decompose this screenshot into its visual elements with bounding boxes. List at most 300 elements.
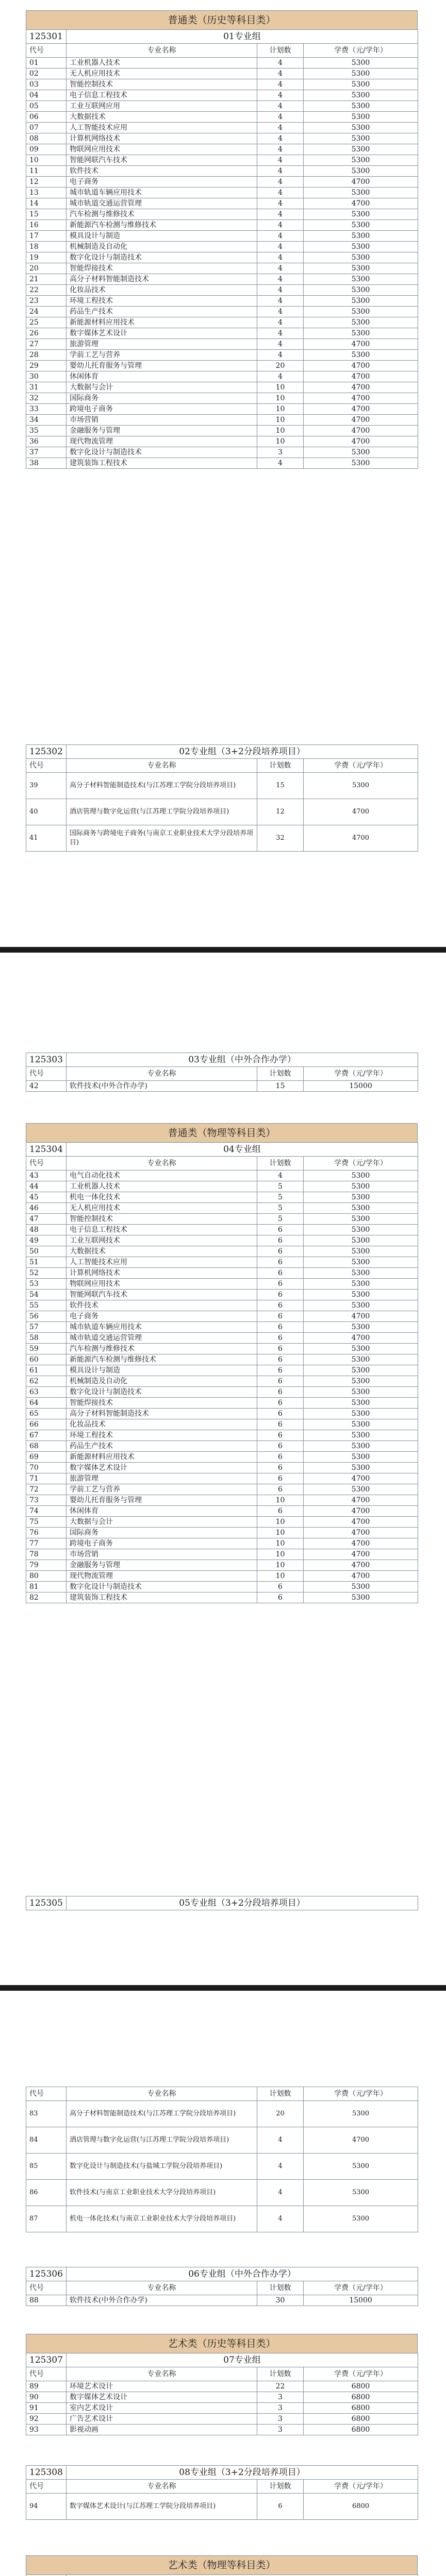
cell-fee: 5300: [304, 1279, 418, 1290]
table-row: [26, 1592, 418, 1603]
cell-name: 电子信息工程技术: [67, 1225, 257, 1235]
table-row: [26, 1463, 418, 1473]
table-row: [26, 1517, 418, 1528]
cell-name: 智能焊接技术: [67, 1398, 257, 1409]
group-code: 125306: [26, 2267, 67, 2281]
cell-fee: 6800: [304, 2392, 418, 2403]
table-row: [26, 447, 418, 458]
cell-code: 27: [26, 339, 67, 350]
group-code: 125308: [26, 2466, 67, 2480]
cell-fee: 5300: [304, 133, 418, 144]
cell-plan: 4: [257, 328, 304, 339]
major-table: [26, 2465, 418, 2520]
cell-fee: 5300: [304, 79, 418, 90]
cell-name: 大数据技术: [67, 112, 257, 123]
section-125303: [26, 1053, 418, 1092]
cell-plan: 4: [257, 90, 304, 101]
table-row: [26, 242, 418, 252]
table-row: [26, 415, 418, 426]
cell-fee: 4700: [304, 198, 418, 209]
cell-fee: 5300: [304, 1300, 418, 1311]
cell-name: 婴幼儿托育服务与管理: [67, 1495, 257, 1506]
cell-code: 41: [26, 825, 67, 852]
cell-code: 03: [26, 79, 67, 90]
table-row: [26, 198, 418, 209]
cell-plan: 4: [257, 112, 304, 123]
cell-code: 85: [26, 2154, 67, 2180]
col-fee: 学费（元/学年）: [304, 759, 418, 773]
cell-name: 计算机网络技术: [67, 133, 257, 144]
cell-fee: 5300: [304, 242, 418, 252]
column-header-row: [26, 1067, 418, 1081]
cell-name: 电子商务: [67, 177, 257, 188]
cell-plan: 6: [257, 1311, 304, 1322]
cell-code: 84: [26, 2127, 67, 2154]
cell-name: 大数据技术: [67, 1246, 257, 1257]
cell-plan: 6: [257, 1290, 304, 1300]
page-divider: [0, 1985, 446, 1991]
cell-name: 室内艺术设计: [67, 2403, 257, 2414]
cell-name: 数字化设计与制造技术: [67, 252, 257, 263]
table-row: [26, 2295, 418, 2306]
cell-fee: 5300: [304, 458, 418, 469]
table-row: [26, 2403, 418, 2414]
cell-fee: 6800: [304, 2425, 418, 2435]
group-code: 125302: [26, 745, 67, 759]
cell-fee: 5300: [304, 328, 418, 339]
table-row: [26, 1192, 418, 1203]
section-125305-rows: [26, 2087, 418, 2232]
cell-code: 23: [26, 296, 67, 307]
major-table: [26, 1053, 418, 1092]
group-title: 03专业组（中外合作办学）: [67, 1053, 418, 1067]
cell-fee: 5300: [304, 1582, 418, 1592]
col-name: 专业名称: [67, 2281, 257, 2295]
cell-fee: 5300: [304, 2154, 418, 2180]
section-125307: [26, 2334, 418, 2435]
table-row: [26, 350, 418, 361]
table-row: [26, 1387, 418, 1398]
cell-plan: 5: [257, 1181, 304, 1192]
cell-name: 国际商务: [67, 1528, 257, 1538]
cell-code: 18: [26, 242, 67, 252]
cell-name: 数字媒体艺术设计(与江苏理工学院分段培养项目): [67, 2494, 257, 2520]
cell-plan: 6: [257, 1452, 304, 1463]
group-title: 05专业组（3+2分段培养项目）: [67, 1896, 418, 1910]
cell-name: 现代物流管理: [67, 1571, 257, 1582]
cell-code: 81: [26, 1582, 67, 1592]
cell-name: 智能网联汽车技术: [67, 155, 257, 166]
table-row: [26, 371, 418, 382]
group-header-row: [26, 1143, 418, 1157]
cell-code: 48: [26, 1225, 67, 1235]
table-row: [26, 1171, 418, 1181]
cell-name: 国际商务: [67, 393, 257, 404]
cell-plan: 4: [257, 339, 304, 350]
cell-code: 54: [26, 1290, 67, 1300]
cell-code: 80: [26, 1571, 67, 1582]
table-row: [26, 2414, 418, 2425]
col-code: 代号: [26, 2480, 67, 2494]
cell-plan: 4: [257, 155, 304, 166]
cell-name: 电子商务: [67, 1311, 257, 1322]
major-table: [26, 1896, 418, 1910]
cell-name: 数字化设计与制造技术(与盐城工学院分段培养项目): [67, 2154, 257, 2180]
cell-code: 51: [26, 1257, 67, 1268]
cell-fee: 5300: [304, 1592, 418, 1603]
cell-code: 35: [26, 426, 67, 436]
cell-name: 跨境电子商务: [67, 404, 257, 415]
cell-plan: 4: [257, 1171, 304, 1181]
col-fee: 学费（元/学年）: [304, 44, 418, 58]
cell-code: 64: [26, 1398, 67, 1409]
cell-code: 72: [26, 1484, 67, 1495]
column-header-row: [26, 2480, 418, 2494]
group-header-row: [26, 1896, 418, 1910]
cell-name: 广告艺术设计: [67, 2414, 257, 2425]
cell-plan: 4: [257, 2206, 304, 2232]
cell-plan: 4: [257, 2180, 304, 2206]
table-row: [26, 2425, 418, 2435]
cell-code: 90: [26, 2392, 67, 2403]
cell-plan: 10: [257, 1517, 304, 1528]
table-row: [26, 101, 418, 112]
section-125304: [26, 1123, 418, 1603]
cell-plan: 6: [257, 1344, 304, 1354]
cell-fee: 5300: [304, 112, 418, 123]
cell-plan: 4: [257, 2127, 304, 2154]
table-row: [26, 144, 418, 155]
column-header-row: [26, 2367, 418, 2381]
cell-name: 智能控制技术: [67, 1214, 257, 1225]
cell-code: 34: [26, 415, 67, 426]
cell-name: 机电一体化技术: [67, 1192, 257, 1203]
cell-fee: 5300: [304, 1484, 418, 1495]
cell-fee: 6800: [304, 2494, 418, 2520]
cell-code: 53: [26, 1279, 67, 1290]
cell-name: 软件技术(中外合作办学): [67, 2295, 257, 2306]
cell-code: 76: [26, 1528, 67, 1538]
cell-code: 14: [26, 198, 67, 209]
section-125306: [26, 2267, 418, 2306]
cell-code: 74: [26, 1506, 67, 1517]
major-table: [26, 2353, 418, 2435]
cell-name: 无人机应用技术: [67, 69, 257, 79]
cell-name: 新能源汽车检测与维修技术: [67, 220, 257, 231]
table-row: [26, 825, 418, 852]
table-row: [26, 274, 418, 285]
cell-code: 83: [26, 2101, 67, 2127]
cell-name: 环境工程技术: [67, 1430, 257, 1441]
cell-fee: 5300: [304, 1419, 418, 1430]
table-row: [26, 393, 418, 404]
column-header-row: [26, 2087, 418, 2101]
cell-plan: 4: [257, 188, 304, 198]
col-name: 专业名称: [67, 759, 257, 773]
cell-code: 57: [26, 1322, 67, 1333]
table-row: [26, 1354, 418, 1365]
col-code: 代号: [26, 759, 67, 773]
cell-plan: 4: [257, 307, 304, 317]
col-code: 代号: [26, 2087, 67, 2101]
cell-code: 43: [26, 1171, 67, 1181]
cell-fee: 4700: [304, 1333, 418, 1344]
cell-plan: 6: [257, 1225, 304, 1235]
cell-fee: 5300: [304, 285, 418, 296]
table-row: [26, 404, 418, 415]
cell-code: 26: [26, 328, 67, 339]
cell-fee: 5300: [304, 1235, 418, 1246]
col-plan: 计划数: [257, 759, 304, 773]
cell-plan: 20: [257, 2101, 304, 2127]
cell-fee: 5300: [304, 1181, 418, 1192]
cell-plan: 4: [257, 220, 304, 231]
cell-code: 33: [26, 404, 67, 415]
col-name: 专业名称: [67, 2480, 257, 2494]
cell-fee: 15000: [304, 1081, 418, 1092]
cell-plan: 4: [257, 317, 304, 328]
table-row: [26, 1279, 418, 1290]
cell-code: 36: [26, 436, 67, 447]
group-title: 02专业组（3+2分段培养项目）: [67, 745, 418, 759]
cell-fee: 5300: [304, 447, 418, 458]
cell-code: 63: [26, 1387, 67, 1398]
cell-plan: 10: [257, 404, 304, 415]
cell-fee: 5300: [304, 166, 418, 177]
cell-fee: 5300: [304, 58, 418, 69]
cell-fee: 5300: [304, 1344, 418, 1354]
cell-fee: 4700: [304, 371, 418, 382]
cell-code: 93: [26, 2425, 67, 2435]
cell-code: 20: [26, 263, 67, 274]
cell-code: 37: [26, 447, 67, 458]
cell-fee: 5300: [304, 296, 418, 307]
table-row: [26, 2154, 418, 2180]
cell-plan: 15: [257, 773, 304, 799]
cell-plan: 10: [257, 436, 304, 447]
cell-fee: 4700: [304, 1473, 418, 1484]
cell-name: 高分子材料智能制造技术(与江苏理工学院分段培养项目): [67, 2101, 257, 2127]
cell-plan: 10: [257, 415, 304, 426]
cell-name: 建筑装饰工程技术: [67, 1592, 257, 1603]
column-header-row: [26, 2281, 418, 2295]
category-banner: 普通类（物理等科目类）: [26, 1123, 418, 1142]
cell-name: 计算机网络技术: [67, 1268, 257, 1279]
cell-fee: 5300: [304, 252, 418, 263]
table-row: [26, 1409, 418, 1419]
col-fee: 学费（元/学年）: [304, 2367, 418, 2381]
group-header-row: [26, 30, 418, 44]
cell-fee: 5300: [304, 1463, 418, 1473]
cell-fee: 6800: [304, 2414, 418, 2425]
col-code: 代号: [26, 1157, 67, 1171]
cell-fee: 5300: [304, 1387, 418, 1398]
table-row: [26, 1582, 418, 1592]
col-plan: 计划数: [257, 1157, 304, 1171]
table-row: [26, 79, 418, 90]
cell-plan: 4: [257, 458, 304, 469]
cell-name: 数字媒体艺术设计: [67, 328, 257, 339]
cell-plan: 4: [257, 263, 304, 274]
cell-name: 市场营销: [67, 1549, 257, 1560]
cell-code: 15: [26, 209, 67, 220]
cell-code: 28: [26, 350, 67, 361]
table-row: [26, 339, 418, 350]
cell-fee: 4700: [304, 799, 418, 825]
cell-plan: 32: [257, 825, 304, 852]
cell-code: 68: [26, 1441, 67, 1452]
cell-fee: 4700: [304, 415, 418, 426]
cell-plan: 6: [257, 1484, 304, 1495]
table-row: [26, 361, 418, 371]
cell-plan: 20: [257, 361, 304, 371]
cell-code: 42: [26, 1081, 67, 1092]
cell-name: 休闲体育: [67, 1506, 257, 1517]
cell-name: 物联网应用技术: [67, 144, 257, 155]
cell-code: 56: [26, 1311, 67, 1322]
table-row: [26, 166, 418, 177]
table-row: [26, 1419, 418, 1430]
cell-fee: 5300: [304, 1376, 418, 1387]
cell-name: 学前工艺与营养: [67, 350, 257, 361]
cell-name: 机电一体化技术(与南京工业职业技术大学分段培养项目): [67, 2206, 257, 2232]
cell-plan: 6: [257, 1441, 304, 1452]
cell-name: 人工智能技术应用: [67, 1257, 257, 1268]
cell-code: 73: [26, 1495, 67, 1506]
table-row: [26, 1376, 418, 1387]
cell-plan: 6: [257, 1246, 304, 1257]
table-row: [26, 1473, 418, 1484]
cell-code: 49: [26, 1235, 67, 1246]
cell-name: 汽车检测与维修技术: [67, 209, 257, 220]
column-header-row: [26, 44, 418, 58]
cell-plan: 6: [257, 1257, 304, 1268]
cell-name: 数字媒体艺术设计: [67, 2392, 257, 2403]
table-row: [26, 2206, 418, 2232]
cell-code: 31: [26, 382, 67, 393]
cell-plan: 6: [257, 1235, 304, 1246]
table-row: [26, 263, 418, 274]
table-row: [26, 426, 418, 436]
table-row: [26, 285, 418, 296]
cell-name: 数字媒体艺术设计: [67, 1463, 257, 1473]
col-name: 专业名称: [67, 2087, 257, 2101]
table-row: [26, 1495, 418, 1506]
cell-fee: 5300: [304, 220, 418, 231]
cell-name: 工业机器人技术: [67, 1181, 257, 1192]
cell-fee: 4700: [304, 177, 418, 188]
cell-plan: 30: [257, 2295, 304, 2306]
col-fee: 学费（元/学年）: [304, 2281, 418, 2295]
cell-code: 62: [26, 1376, 67, 1387]
cell-fee: 5300: [304, 209, 418, 220]
cell-plan: 4: [257, 350, 304, 361]
cell-fee: 4700: [304, 361, 418, 371]
cell-fee: 5300: [304, 69, 418, 79]
cell-code: 45: [26, 1192, 67, 1203]
table-row: [26, 382, 418, 393]
cell-name: 工业互联网技术: [67, 1235, 257, 1246]
cell-fee: 5300: [304, 1214, 418, 1225]
category-banner: 艺术类（物理等科目类）: [26, 2555, 418, 2574]
section-125308: [26, 2465, 418, 2520]
cell-plan: 10: [257, 1495, 304, 1506]
cell-fee: 4700: [304, 382, 418, 393]
cell-plan: 22: [257, 2381, 304, 2392]
cell-plan: 12: [257, 799, 304, 825]
cell-code: 89: [26, 2381, 67, 2392]
table-row: [26, 773, 418, 799]
cell-plan: 4: [257, 58, 304, 69]
cell-plan: 6: [257, 1473, 304, 1484]
cell-name: 工业机器人技术: [67, 58, 257, 69]
cell-plan: 4: [257, 2154, 304, 2180]
cell-code: 19: [26, 252, 67, 263]
cell-plan: 6: [257, 1409, 304, 1419]
table-row: [26, 1203, 418, 1214]
cell-name: 智能焊接技术: [67, 263, 257, 274]
cell-name: 机械制造及自动化: [67, 242, 257, 252]
table-row: [26, 231, 418, 242]
table-row: [26, 1257, 418, 1268]
table-row: [26, 2494, 418, 2520]
cell-name: 数字化设计与制造技术: [67, 447, 257, 458]
cell-plan: 4: [257, 371, 304, 382]
group-code: 125301: [26, 30, 67, 44]
cell-name: 数字化设计与制造技术: [67, 1582, 257, 1592]
cell-name: 旅游管理: [67, 339, 257, 350]
table-row: [26, 209, 418, 220]
cell-name: 酒店管理与数字化运营(与江苏理工学院分段培养项目): [67, 799, 257, 825]
cell-fee: 4700: [304, 1517, 418, 1528]
cell-code: 04: [26, 90, 67, 101]
cell-plan: 10: [257, 1538, 304, 1549]
cell-name: 工业互联网应用: [67, 101, 257, 112]
cell-name: 婴幼儿托育服务与管理: [67, 361, 257, 371]
cell-name: 影视动画: [67, 2425, 257, 2435]
table-row: [26, 220, 418, 231]
table-row: [26, 1365, 418, 1376]
cell-code: 32: [26, 393, 67, 404]
cell-name: 智能网联汽车技术: [67, 1290, 257, 1300]
cell-plan: 4: [257, 69, 304, 79]
table-row: [26, 1181, 418, 1192]
cell-fee: 5300: [304, 1398, 418, 1409]
cell-code: 50: [26, 1246, 67, 1257]
major-table: [26, 2087, 418, 2232]
cell-fee: 5300: [304, 1354, 418, 1365]
cell-plan: 6: [257, 1582, 304, 1592]
cell-plan: 4: [257, 79, 304, 90]
cell-fee: 5300: [304, 1452, 418, 1463]
cell-code: 11: [26, 166, 67, 177]
cell-code: 44: [26, 1181, 67, 1192]
cell-plan: 10: [257, 426, 304, 436]
cell-name: 药品生产技术: [67, 307, 257, 317]
table-row: [26, 177, 418, 188]
cell-code: 94: [26, 2494, 67, 2520]
cell-plan: 6: [257, 2494, 304, 2520]
table-row: [26, 58, 418, 69]
cell-plan: 3: [257, 447, 304, 458]
table-row: [26, 1560, 418, 1571]
group-title: 04专业组: [67, 1143, 418, 1157]
cell-name: 城市轨道车辆应用技术: [67, 1322, 257, 1333]
cell-plan: 3: [257, 2425, 304, 2435]
table-row: [26, 1246, 418, 1257]
cell-code: 07: [26, 123, 67, 133]
cell-plan: 5: [257, 1214, 304, 1225]
